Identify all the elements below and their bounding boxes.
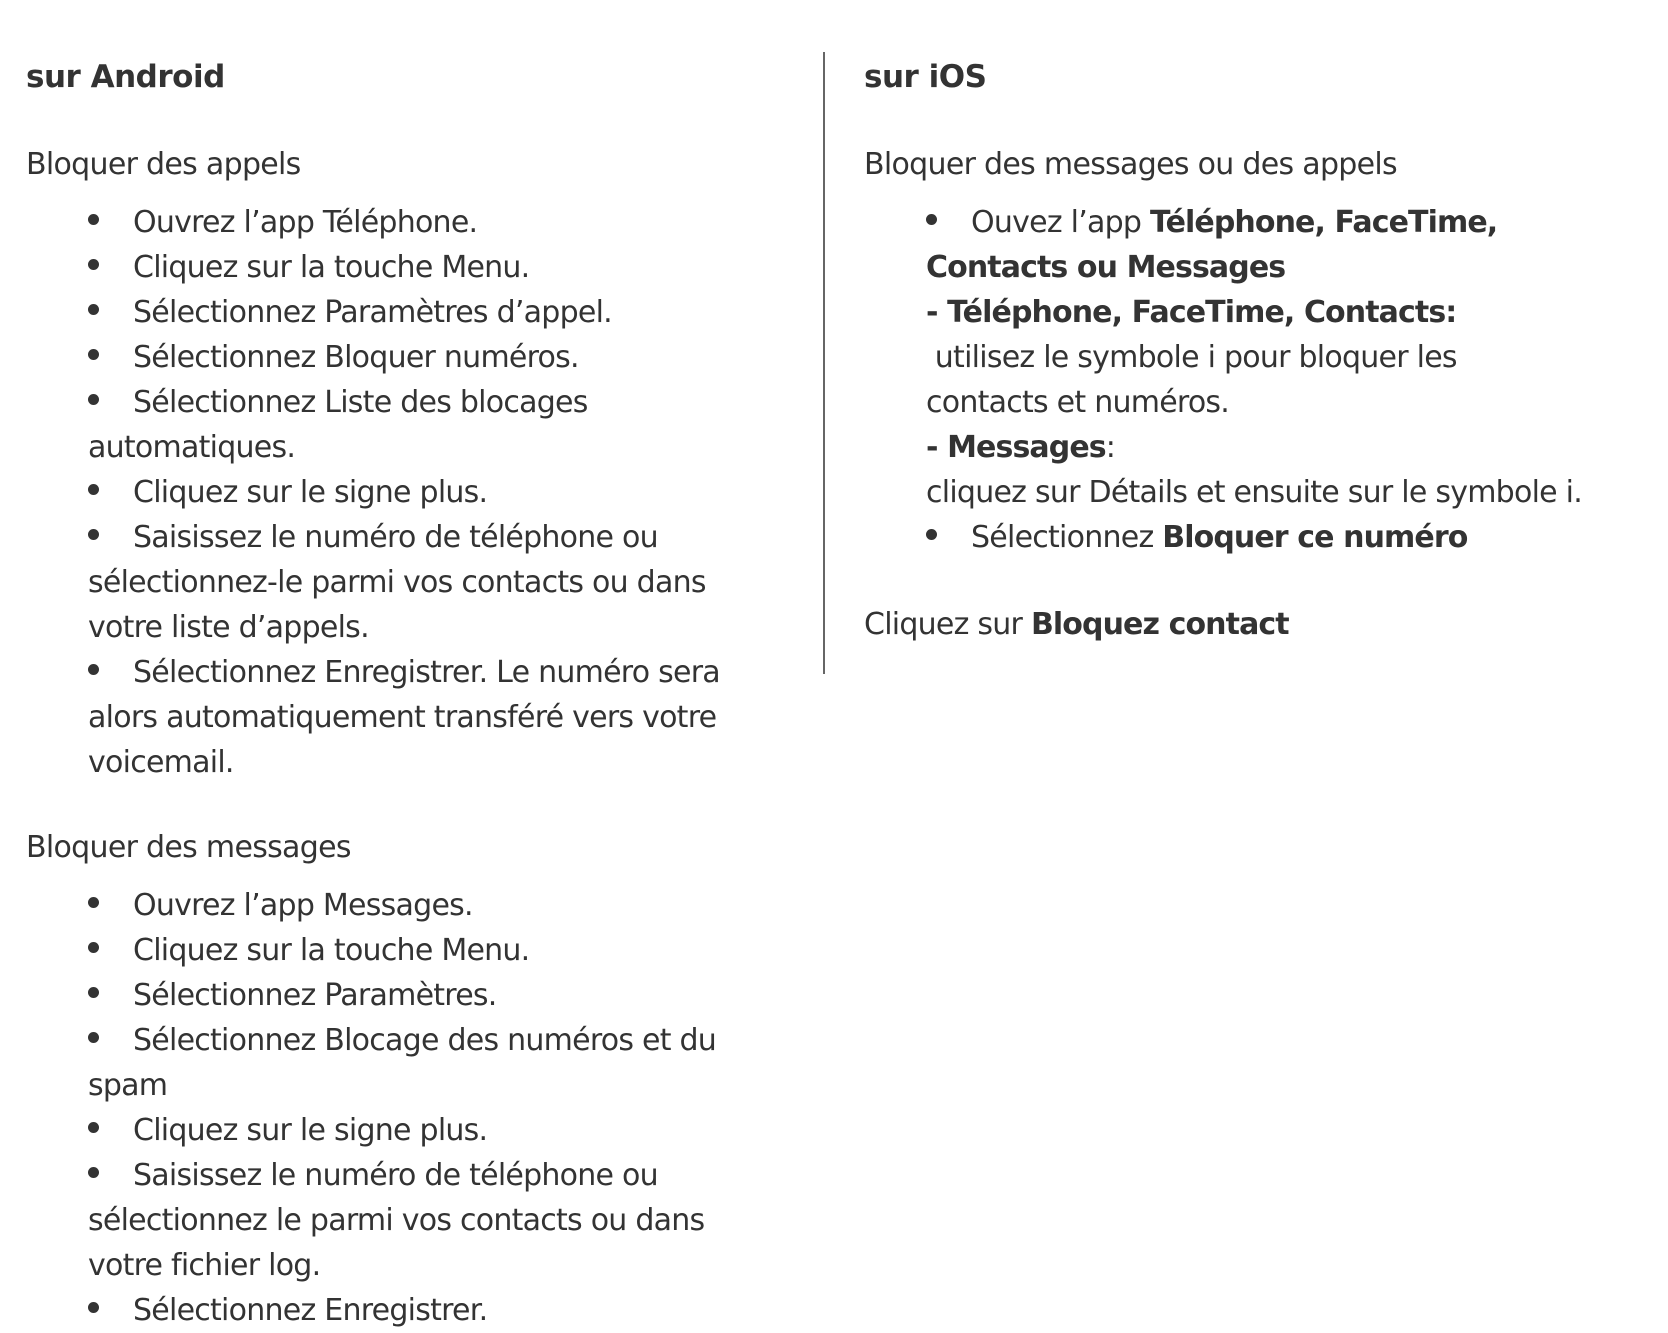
list-item: Ouvrez l’app Téléphone. (88, 200, 786, 245)
list-item: Cliquez sur le signe plus. (88, 1108, 786, 1153)
bullet-icon (88, 897, 99, 908)
bullet-icon (88, 1032, 99, 1043)
ios-final-instruction: Cliquez sur Bloquez contact (864, 607, 1289, 642)
ios-sub-messages: - Messages: (926, 430, 1116, 465)
bullet-icon (88, 349, 99, 360)
ios-block-title: Bloquer des messages ou des appels (864, 147, 1397, 182)
block-messages-steps (88, 883, 786, 1333)
list-item: Sélectionnez Paramètres d’appel. (88, 290, 786, 335)
bullet-icon (88, 1122, 99, 1133)
list-item: Ouvez l’app Téléphone, FaceTime, Contacts ou Messages (926, 205, 1498, 285)
bullet-icon (88, 987, 99, 998)
list-item: Sélectionnez Blocage des numéros et du spam (88, 1023, 717, 1103)
android-heading: sur Android (26, 59, 225, 95)
ios-column (864, 52, 1584, 650)
ios-sub-messages-text: cliquez sur Détails et ensuite sur le symbole i. (926, 475, 1583, 510)
block-messages-title: Bloquer des messages (26, 830, 351, 865)
ios-steps (926, 200, 1584, 560)
list-item: Cliquez sur la touche Menu. (88, 245, 786, 290)
ios-sub-phone: - Téléphone, FaceTime, Contacts: (926, 295, 1457, 330)
list-item: Ouvrez l’app Messages. (88, 883, 786, 928)
bullet-icon (88, 664, 99, 675)
list-item: Saisissez le numéro de téléphone ou sélectionnez-le parmi vos contacts ou dans votre liste d’appels. (88, 520, 706, 645)
list-item: Cliquez sur la touche Menu. (88, 928, 786, 973)
bullet-icon (88, 484, 99, 495)
bullet-icon (88, 942, 99, 953)
bullet-icon (926, 214, 937, 225)
list-item: Cliquez sur le signe plus. (88, 470, 786, 515)
bullet-icon (88, 304, 99, 315)
list-item: Sélectionnez Enregistrer. Le numéro sera alors automatiquement transféré vers votre voicemail. (88, 655, 720, 780)
ios-sub-phone-text: utilisez le symbole i pour bloquer les contacts et numéros. (926, 340, 1466, 420)
list-item: Sélectionnez Bloquer numéros. (88, 335, 786, 380)
block-calls-steps (88, 200, 786, 785)
list-item: Sélectionnez Paramètres. (88, 973, 786, 1018)
bullet-icon (88, 394, 99, 405)
list-item: Saisissez le numéro de téléphone ou sélectionnez le parmi vos contacts ou dans votre fichier log. (88, 1158, 705, 1283)
list-item: Sélectionnez Liste des blocages automatiques. (88, 385, 588, 465)
bullet-icon (88, 214, 99, 225)
ios-heading: sur iOS (864, 59, 987, 95)
bullet-icon (88, 529, 99, 540)
block-calls-title: Bloquer des appels (26, 147, 301, 182)
bullet-icon (88, 259, 99, 270)
android-column (26, 52, 786, 1333)
bullet-icon (88, 1302, 99, 1313)
column-divider (823, 52, 825, 674)
bullet-icon (88, 1167, 99, 1178)
bullet-icon (926, 529, 937, 540)
list-item: Sélectionnez Enregistrer. (88, 1288, 786, 1333)
list-item: Sélectionnez Bloquer ce numéro (926, 515, 1584, 560)
